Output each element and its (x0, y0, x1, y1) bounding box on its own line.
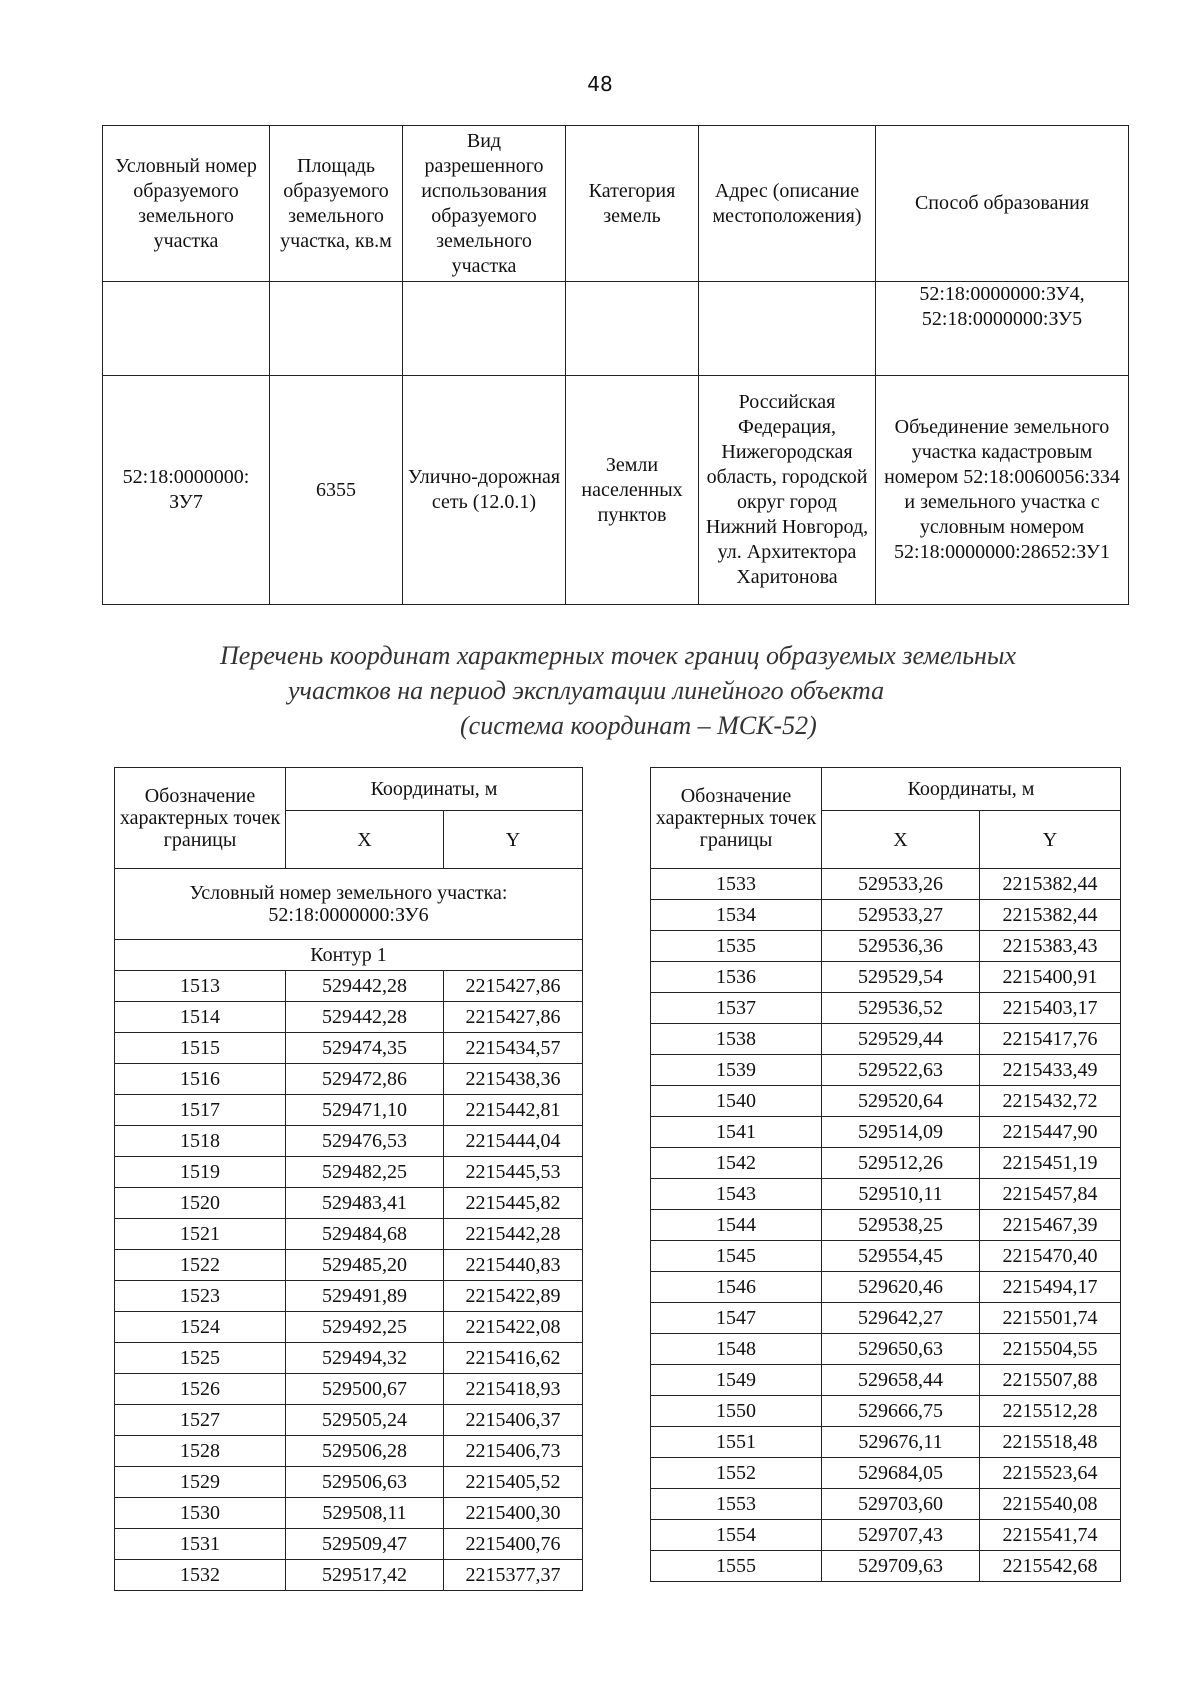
contour-label: Контур 1 (115, 940, 583, 971)
table-row (651, 1365, 1121, 1396)
y-coordinate-cell: 2215540,08 (980, 1489, 1121, 1520)
point-number-cell: 1526 (115, 1374, 286, 1405)
x-coordinate-cell: 529684,05 (822, 1458, 980, 1489)
col-header-x: X (286, 811, 444, 869)
point-number-cell: 1529 (115, 1467, 286, 1498)
x-coordinate-cell: 529536,36 (822, 931, 980, 962)
point-number-cell: 1544 (651, 1210, 822, 1241)
x-coordinate-cell: 529485,20 (286, 1250, 444, 1281)
col-header-coords: Координаты, м (822, 768, 1121, 811)
table-row (115, 1064, 583, 1095)
table-row (651, 1086, 1121, 1117)
table-row (651, 1427, 1121, 1458)
table-row (651, 1210, 1121, 1241)
point-number-cell: 1541 (651, 1117, 822, 1148)
point-number-cell: 1523 (115, 1281, 286, 1312)
y-coordinate-cell: 2215447,90 (980, 1117, 1121, 1148)
table-row (651, 1055, 1121, 1086)
y-coordinate-cell: 2215422,89 (444, 1281, 583, 1312)
table-row (651, 1179, 1121, 1210)
table-row (115, 1467, 583, 1498)
table-row (115, 1498, 583, 1529)
y-coordinate-cell: 2215427,86 (444, 1002, 583, 1033)
point-number-cell: 1540 (651, 1086, 822, 1117)
x-coordinate-cell: 529492,25 (286, 1312, 444, 1343)
parcel-label-row (115, 869, 583, 940)
point-number-cell: 1516 (115, 1064, 286, 1095)
x-coordinate-cell: 529494,32 (286, 1343, 444, 1374)
coordinates-table-left (114, 767, 583, 1591)
table-row (115, 1095, 583, 1126)
coordinates-table-right (650, 767, 1121, 1582)
y-coordinate-cell: 2215382,44 (980, 900, 1121, 931)
point-number-cell: 1514 (115, 1002, 286, 1033)
y-coordinate-cell: 2215442,28 (444, 1219, 583, 1250)
y-coordinate-cell: 2215518,48 (980, 1427, 1121, 1458)
y-coordinate-cell: 2215434,57 (444, 1033, 583, 1064)
x-coordinate-cell: 529529,44 (822, 1024, 980, 1055)
coordinates-body-right (651, 869, 1121, 1582)
y-coordinate-cell: 2215541,74 (980, 1520, 1121, 1551)
x-coordinate-cell: 529533,26 (822, 869, 980, 900)
y-coordinate-cell: 2215383,43 (980, 931, 1121, 962)
x-coordinate-cell: 529484,68 (286, 1219, 444, 1250)
point-number-cell: 1515 (115, 1033, 286, 1064)
x-coordinate-cell: 529491,89 (286, 1281, 444, 1312)
table-cell (103, 282, 270, 376)
table-row (115, 1374, 583, 1405)
land-parcel-table (102, 125, 1129, 605)
y-coordinate-cell: 2215405,52 (444, 1467, 583, 1498)
col-header-y: Y (444, 811, 583, 869)
point-number-cell: 1528 (115, 1436, 286, 1467)
x-coordinate-cell: 529500,67 (286, 1374, 444, 1405)
y-coordinate-cell: 2215400,30 (444, 1498, 583, 1529)
table-row (651, 1148, 1121, 1179)
x-coordinate-cell: 529442,28 (286, 1002, 444, 1033)
x-coordinate-cell: 529520,64 (822, 1086, 980, 1117)
table-row (115, 1529, 583, 1560)
point-number-cell: 1538 (651, 1024, 822, 1055)
x-coordinate-cell: 529536,52 (822, 993, 980, 1024)
page-number: 48 (587, 72, 613, 96)
point-number-cell: 1520 (115, 1188, 286, 1219)
x-coordinate-cell: 529508,11 (286, 1498, 444, 1529)
table-cell (270, 282, 403, 376)
table-row (651, 931, 1121, 962)
y-coordinate-cell: 2215440,83 (444, 1250, 583, 1281)
y-coordinate-cell: 2215512,28 (980, 1396, 1121, 1427)
x-coordinate-cell: 529707,43 (822, 1520, 980, 1551)
col-header-category: Категория земель (566, 126, 699, 282)
x-coordinate-cell: 529522,63 (822, 1055, 980, 1086)
y-coordinate-cell: 2215470,40 (980, 1241, 1121, 1272)
parcel-number-cell: 52:18:0000000: ЗУ7 (103, 376, 270, 605)
x-coordinate-cell: 529533,27 (822, 900, 980, 931)
point-number-cell: 1545 (651, 1241, 822, 1272)
x-coordinate-cell: 529472,86 (286, 1064, 444, 1095)
col-header-number: Условный номер образуемого земельного участка (103, 126, 270, 282)
y-coordinate-cell: 2215433,49 (980, 1055, 1121, 1086)
y-coordinate-cell: 2215542,68 (980, 1551, 1121, 1582)
table-row (651, 1241, 1121, 1272)
y-coordinate-cell: 2215400,91 (980, 962, 1121, 993)
y-coordinate-cell: 2215417,76 (980, 1024, 1121, 1055)
x-coordinate-cell: 529620,46 (822, 1272, 980, 1303)
parcel-use-cell: Улично-дорожная сеть (12.0.1) (403, 376, 566, 605)
x-coordinate-cell: 529538,25 (822, 1210, 980, 1241)
table-cell (403, 282, 566, 376)
table-row (651, 962, 1121, 993)
point-number-cell: 1550 (651, 1396, 822, 1427)
point-number-cell: 1548 (651, 1334, 822, 1365)
table-row (115, 1312, 583, 1343)
table-cell (566, 282, 699, 376)
table-row (651, 1334, 1121, 1365)
point-number-cell: 1534 (651, 900, 822, 931)
point-number-cell: 1521 (115, 1219, 286, 1250)
heading-line-1: Перечень координат характерных точек границ образуемых земельных (220, 641, 1017, 670)
x-coordinate-cell: 529506,28 (286, 1436, 444, 1467)
y-coordinate-cell: 2215445,82 (444, 1188, 583, 1219)
col-header-use: Вид разрешенного использования образуемого земельного участка (403, 126, 566, 282)
x-coordinate-cell: 529471,10 (286, 1095, 444, 1126)
table-row (103, 376, 1129, 605)
x-coordinate-cell: 529510,11 (822, 1179, 980, 1210)
section-heading (120, 638, 1120, 743)
table-row (115, 1219, 583, 1250)
point-number-cell: 1522 (115, 1250, 286, 1281)
y-coordinate-cell: 2215501,74 (980, 1303, 1121, 1334)
x-coordinate-cell: 529517,42 (286, 1560, 444, 1591)
point-number-cell: 1533 (651, 869, 822, 900)
parcel-address-cell: Российская Федерация, Нижегородская область, городской округ город Нижний Новгород, ул. Архитектора Харитонова (699, 376, 876, 605)
y-coordinate-cell: 2215422,08 (444, 1312, 583, 1343)
point-number-cell: 1535 (651, 931, 822, 962)
x-coordinate-cell: 529476,53 (286, 1126, 444, 1157)
table-row (115, 1436, 583, 1467)
col-header-area: Площадь образуемого земельного участка, кв.м (270, 126, 403, 282)
col-header-x: X (822, 811, 980, 869)
col-header-method: Способ образования (876, 126, 1129, 282)
point-number-cell: 1547 (651, 1303, 822, 1334)
point-number-cell: 1517 (115, 1095, 286, 1126)
x-coordinate-cell: 529442,28 (286, 971, 444, 1002)
point-number-cell: 1553 (651, 1489, 822, 1520)
col-header-address: Адрес (описание местоположения) (699, 126, 876, 282)
x-coordinate-cell: 529554,45 (822, 1241, 980, 1272)
table-row (651, 1117, 1121, 1148)
table-row (651, 1396, 1121, 1427)
y-coordinate-cell: 2215418,93 (444, 1374, 583, 1405)
heading-line-2: участков на период эксплуатации линейного объекта (288, 676, 885, 705)
point-number-cell: 1536 (651, 962, 822, 993)
x-coordinate-cell: 529676,11 (822, 1427, 980, 1458)
y-coordinate-cell: 2215403,17 (980, 993, 1121, 1024)
y-coordinate-cell: 2215445,53 (444, 1157, 583, 1188)
parcel-label: Условный номер земельного участка: 52:18:0000000:ЗУ6 (115, 869, 583, 940)
coord-header-row (651, 768, 1121, 811)
x-coordinate-cell: 529529,54 (822, 962, 980, 993)
x-coordinate-cell: 529474,35 (286, 1033, 444, 1064)
point-number-cell: 1519 (115, 1157, 286, 1188)
table-row (651, 1551, 1121, 1582)
table-row (115, 971, 583, 1002)
x-coordinate-cell: 529703,60 (822, 1489, 980, 1520)
table-row (115, 1343, 583, 1374)
y-coordinate-cell: 2215457,84 (980, 1179, 1121, 1210)
continuation-method-cell: 52:18:0000000:ЗУ4, 52:18:0000000:ЗУ5 (876, 282, 1129, 376)
table-row (115, 1157, 583, 1188)
table-row (651, 993, 1121, 1024)
col-header-point: Обозначение характерных точек границы (651, 768, 822, 869)
x-coordinate-cell: 529650,63 (822, 1334, 980, 1365)
x-coordinate-cell: 529505,24 (286, 1405, 444, 1436)
table-row (651, 869, 1121, 900)
point-number-cell: 1513 (115, 971, 286, 1002)
x-coordinate-cell: 529658,44 (822, 1365, 980, 1396)
parcel-category-cell: Земли населенных пунктов (566, 376, 699, 605)
y-coordinate-cell: 2215442,81 (444, 1095, 583, 1126)
col-header-point: Обозначение характерных точек границы (115, 768, 286, 869)
point-number-cell: 1539 (651, 1055, 822, 1086)
point-number-cell: 1552 (651, 1458, 822, 1489)
table-row (115, 1250, 583, 1281)
y-coordinate-cell: 2215382,44 (980, 869, 1121, 900)
y-coordinate-cell: 2215494,17 (980, 1272, 1121, 1303)
point-number-cell: 1555 (651, 1551, 822, 1582)
point-number-cell: 1554 (651, 1520, 822, 1551)
table-header-row (103, 126, 1129, 282)
y-coordinate-cell: 2215427,86 (444, 971, 583, 1002)
table-row (103, 282, 1129, 376)
col-header-y: Y (980, 811, 1121, 869)
x-coordinate-cell: 529512,26 (822, 1148, 980, 1179)
coordinates-body-left (115, 971, 583, 1591)
table-row (115, 1560, 583, 1591)
y-coordinate-cell: 2215406,73 (444, 1436, 583, 1467)
x-coordinate-cell: 529509,47 (286, 1529, 444, 1560)
table-row (651, 900, 1121, 931)
y-coordinate-cell: 2215444,04 (444, 1126, 583, 1157)
y-coordinate-cell: 2215377,37 (444, 1560, 583, 1591)
col-header-coords: Координаты, м (286, 768, 583, 811)
y-coordinate-cell: 2215467,39 (980, 1210, 1121, 1241)
y-coordinate-cell: 2215432,72 (980, 1086, 1121, 1117)
table-row (651, 1520, 1121, 1551)
table-row (115, 1405, 583, 1436)
table-row (651, 1272, 1121, 1303)
point-number-cell: 1551 (651, 1427, 822, 1458)
y-coordinate-cell: 2215523,64 (980, 1458, 1121, 1489)
point-number-cell: 1537 (651, 993, 822, 1024)
parcel-area-cell: 6355 (270, 376, 403, 605)
x-coordinate-cell: 529482,25 (286, 1157, 444, 1188)
x-coordinate-cell: 529483,41 (286, 1188, 444, 1219)
x-coordinate-cell: 529709,63 (822, 1551, 980, 1582)
x-coordinate-cell: 529506,63 (286, 1467, 444, 1498)
table-row (651, 1303, 1121, 1334)
point-number-cell: 1527 (115, 1405, 286, 1436)
table-cell (699, 282, 876, 376)
table-row (651, 1489, 1121, 1520)
table-row (115, 1033, 583, 1064)
y-coordinate-cell: 2215507,88 (980, 1365, 1121, 1396)
table-row (651, 1024, 1121, 1055)
table-row (115, 1002, 583, 1033)
y-coordinate-cell: 2215438,36 (444, 1064, 583, 1095)
point-number-cell: 1524 (115, 1312, 286, 1343)
y-coordinate-cell: 2215400,76 (444, 1529, 583, 1560)
y-coordinate-cell: 2215451,19 (980, 1148, 1121, 1179)
table-row (115, 1281, 583, 1312)
x-coordinate-cell: 529666,75 (822, 1396, 980, 1427)
point-number-cell: 1549 (651, 1365, 822, 1396)
table-row (651, 1458, 1121, 1489)
contour-row (115, 940, 583, 971)
point-number-cell: 1546 (651, 1272, 822, 1303)
y-coordinate-cell: 2215504,55 (980, 1334, 1121, 1365)
point-number-cell: 1525 (115, 1343, 286, 1374)
point-number-cell: 1518 (115, 1126, 286, 1157)
table-row (115, 1126, 583, 1157)
point-number-cell: 1532 (115, 1560, 286, 1591)
y-coordinate-cell: 2215416,62 (444, 1343, 583, 1374)
x-coordinate-cell: 529642,27 (822, 1303, 980, 1334)
parcel-method-cell: Объединение земельного участка кадастровым номером 52:18:0060056:334 и земельного участка с условным номером 52:18:0000000:28652:ЗУ1 (876, 376, 1129, 605)
point-number-cell: 1531 (115, 1529, 286, 1560)
point-number-cell: 1542 (651, 1148, 822, 1179)
x-coordinate-cell: 529514,09 (822, 1117, 980, 1148)
point-number-cell: 1530 (115, 1498, 286, 1529)
point-number-cell: 1543 (651, 1179, 822, 1210)
table-row (115, 1188, 583, 1219)
y-coordinate-cell: 2215406,37 (444, 1405, 583, 1436)
coord-header-row (115, 768, 583, 811)
heading-line-3: (система координат – МСК-52) (460, 711, 817, 740)
